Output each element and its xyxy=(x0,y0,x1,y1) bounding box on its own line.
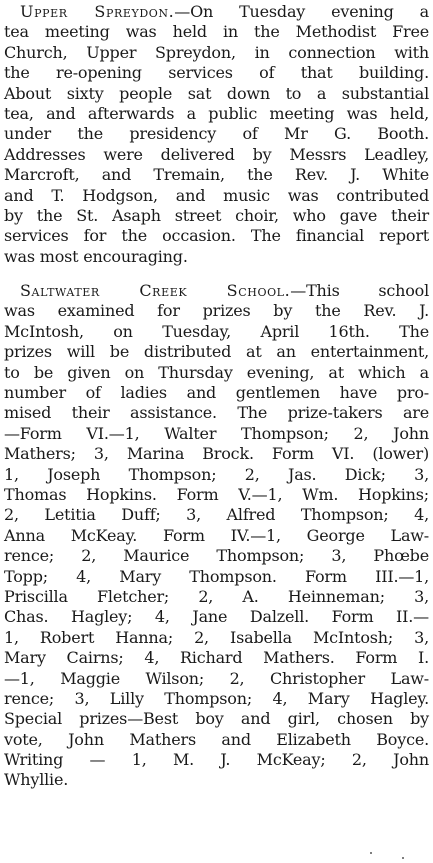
text-line: and T. Hodgson, and music was contributed xyxy=(4,185,429,205)
text-line: Addresses were delivered by Messrs Leadley, xyxy=(4,144,429,164)
text-line: vote, John Mathers and Elizabeth Boyce. xyxy=(4,729,429,749)
text-line: number of ladies and gentlemen have pro- xyxy=(4,383,429,403)
text-line: rence; 3, Lilly Thompson; 4, Mary Hagley. xyxy=(4,688,429,708)
text-line: Mathers; 3, Marina Brock. Form VI. (lower) xyxy=(4,444,429,464)
paragraph-saltwater-creek-school xyxy=(4,281,429,791)
text-line: Whyllie. xyxy=(4,770,69,790)
text-line: 1, Robert Hanna; 2, Isabella McIntosh; 3, xyxy=(4,627,429,647)
text-line: Topp; 4, Mary Thompson. Form III.—1, xyxy=(4,566,429,586)
text-line: rence; 2, Maurice Thompson; 3, Phœbe xyxy=(4,546,429,566)
text-line: mised their assistance. The prize-takers are xyxy=(4,403,429,423)
text-line: to be given on Thursday evening, at which a xyxy=(4,362,429,382)
text-line: Thomas Hopkins. Form V.—1, Wm. Hopkins; xyxy=(4,484,429,504)
newspaper-column xyxy=(4,2,429,791)
text-line: Church, Upper Spreydon, in connection with xyxy=(4,42,429,62)
text-line: Special prizes—Best boy and girl, chosen by xyxy=(4,709,429,729)
text-run: —On Tuesday evening a xyxy=(174,2,429,21)
text-line: by the St. Asaph street choir, who gave their xyxy=(4,205,429,225)
text-line: 1, Joseph Thompson; 2, Jas. Dick; 3, xyxy=(4,464,429,484)
text-line xyxy=(4,281,429,301)
print-speck xyxy=(402,857,404,859)
text-line: the re-opening services of that building. xyxy=(4,63,429,83)
text-line: under the presidency of Mr G. Booth. xyxy=(4,124,429,144)
text-line: Anna McKeay. Form IV.—1, George Law- xyxy=(4,525,429,545)
text-line: Writing — 1, M. J. McKeay; 2, John xyxy=(4,750,429,770)
text-line: —1, Maggie Wilson; 2, Christopher Law- xyxy=(4,668,429,688)
paragraph-upper-spreydon xyxy=(4,2,429,267)
text-line: Priscilla Fletcher; 2, A. Heinneman; 3, xyxy=(4,586,429,606)
text-line: About sixty people sat down to a substantial xyxy=(4,83,429,103)
text-line xyxy=(4,2,429,22)
text-line: was examined for prizes by the Rev. J. xyxy=(4,301,429,321)
text-line: —Form VI.—1, Walter Thompson; 2, John xyxy=(4,423,429,443)
section-heading: Saltwater Creek School. xyxy=(20,281,291,301)
text-line: Chas. Hagley; 4, Jane Dalzell. Form II.— xyxy=(4,607,429,627)
text-line: McIntosh, on Tuesday, April 16th. The xyxy=(4,321,429,341)
text-run: —This school xyxy=(290,281,429,301)
text-line: 2, Letitia Duff; 3, Alfred Thompson; 4, xyxy=(4,505,429,525)
text-line: services for the occasion. The financial report xyxy=(4,226,429,246)
text-line: prizes will be distributed at an entertainment, xyxy=(4,342,429,362)
text-line: Marcroft, and Tremain, the Rev. J. White xyxy=(4,165,429,185)
print-speck xyxy=(370,852,372,854)
text-line: Mary Cairns; 4, Richard Mathers. Form I. xyxy=(4,648,429,668)
text-line: was most encouraging. xyxy=(4,246,188,266)
section-heading: Upper Spreydon. xyxy=(20,2,175,21)
text-line: tea meeting was held in the Methodist Free xyxy=(4,22,429,42)
text-line: tea, and afterwards a public meeting was held, xyxy=(4,103,429,123)
